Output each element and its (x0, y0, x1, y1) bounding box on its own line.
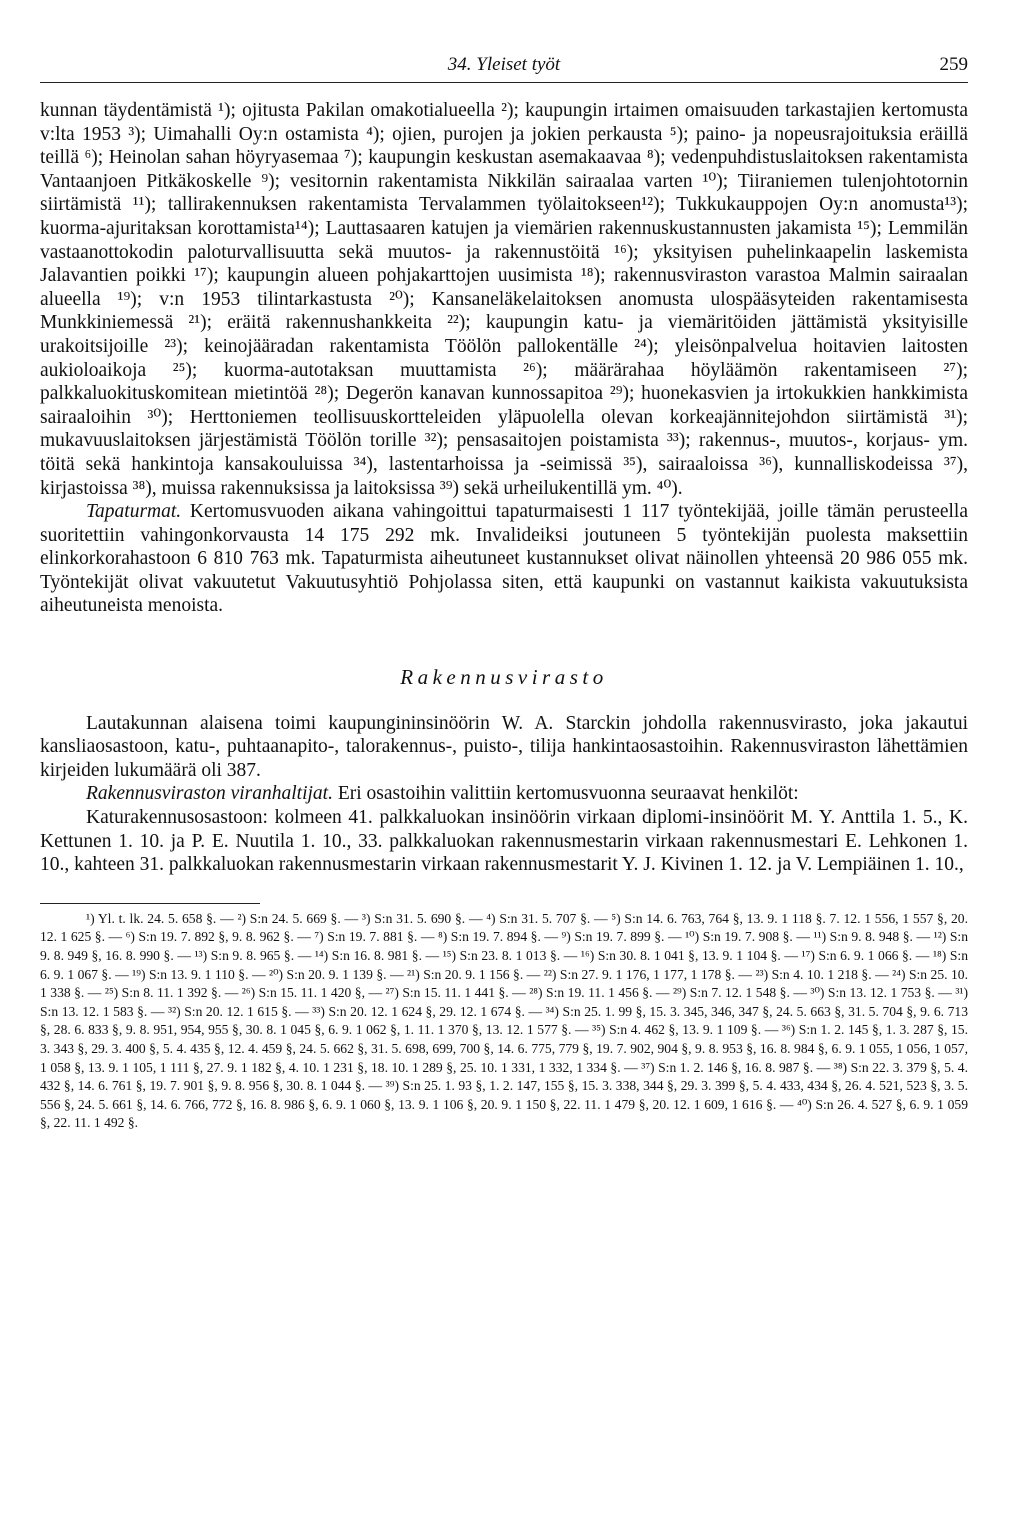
section-title: 34. Yleiset työt (447, 54, 561, 75)
paragraph-office: Lautakunnan alaisena toimi kaupungininsinöörin W. A. Starckin johdolla rakennusvirasto, joka jakautui kansliaosastoon, katu-, puhtaanapito-, talorakennus-, puisto-, tilija hankintaosastoihin. Rakennusviraston lähettämien kirjeiden lukumäärä oli 387. (40, 712, 968, 781)
paragraph-accidents (40, 500, 968, 618)
paragraph-street-dept: Katurakennusosastoon: kolmeen 41. palkkaluokan insinöörin virkaan diplomi-insinöörit M. Y. Anttila 1. 5., K. Kettunen 1. 10. ja P. E. Nuutila 1. 10., 33. palkkaluokan rakennusmestarin virkaan rakennusmestari E. Lehkonen 1. 10., kahteen 31. palkkaluokan rakennusmestarin virkaan rakennusmestarit Y. J. Kivinen 1. 12. ja V. Lempiäinen 1. 10., (40, 807, 968, 876)
run-in-heading-officials: Rakennusviraston viranhaltijat. (86, 783, 333, 805)
paragraph-decisions: kunnan täydentämistä ¹); ojitusta Pakilan omakotialueella ²); kaupungin irtaimen omaisuuden tarkastajien kertomusta v:lta 1953 ³); Uimahalli Oy:n ostamista ⁴); ojien, purojen ja jokien perkausta ⁵); paino- ja nopeusrajoituksia eräillä teillä ⁶); Heinolan sahan höyryasemaa ⁷); kaupungin keskustan asemakaavaa ⁸); vedenpuhdistuslaitoksen rakentamista Vantaanjoen Pitkäkoskelle ⁹); vesitornin rakentamista Nikkilän sairaalaa varten ¹⁰); Tiiraniemen tulenjohtotornin siirtämistä ¹¹); tallirakennuksen rakentamista Tervalammen työlaitokseen¹²); Tukkukauppojen Oy:n anomusta¹³); kuorma-ajuritaksan korottamista¹⁴); Lauttasaaren katujen ja viemärien rakennuskustannusten jakamista ¹⁵); Lemmilän vastaanottokodin paloturvallisuutta sekä muutos- ja rakennustöitä ¹⁶); yksityisen puhelinkaapelin laskemista Jalavantien poikki ¹⁷); kaupungin alueen pohjakarttojen uusimista ¹⁸); rakennusviraston varastoa Malmin sairaalan alueella ¹⁹); v:n 1953 tilintarkastusta ²⁰); Kansaneläkelaitoksen anomusta ulospääsyteiden rakentamisesta Munkkiniemessä ²¹); eräitä rakennushankkeita ²²); kaupungin katu- ja viemäritöiden jättämistä yksityisille urakoitsijoille ²³); keinojääradan rakentamista Töölön pallokentälle ²⁴); yleisönpalvelua hoitavien laitosten aukioloaikoja ²⁵); kuorma-autotaksan muuttamista ²⁶); määrärahaa höyläämön rakentamiseen ²⁷); palkkaluokituskomitean mietintöä ²⁸); Degerön kanavan kunnossapitoa ²⁹); huonekasvien ja irtokukkien hankkimista sairaaloihin ³⁰); Herttoniemen teollisuuskortteleiden yläpuolella olevan korkeajännitejohdon siirtämistä ³¹); mukavuuslaitoksen järjestämistä Töölön torille ³²); pensasaitojen poistamista ³³); rakennus-, muutos-, korjaus- ym. töitä sekä hankintoja kansakouluissa ³⁴), lastentarhoissa ja -seimissä ³⁵), sairaaloissa ³⁶), kunnalliskodeissa ³⁷), kirjastoissa ³⁸), muissa rakennuksissa ja laitoksissa ³⁹) sekä urheilukentillä ym. ⁴⁰). (40, 100, 968, 499)
section-heading: Rakennusvirasto (400, 665, 608, 690)
main-text (40, 99, 968, 877)
paragraph-officials (40, 782, 968, 806)
page-number: 259 (939, 54, 968, 75)
paragraph-accidents-text: Kertomusvuoden aikana vahingoittui tapaturmaisesti 1 117 työntekijää, joille tämän perusteella suoritettiin vahingonkorvausta 14 175 292 mk. Invalideiksi joutuneen 5 työntekijän puolesta maksettiin elinkorkorahastoon 6 810 763 mk. Tapaturmista aiheutuneet kustannukset olivat näinollen yhteensä 20 986 055 mk. Työntekijät olivat vakuutetut Vakuutusyhtiö Pohjolassa siten, että kaupunki on vastannut kaikista vakuutuksista aiheutuneista menoista. (40, 501, 968, 617)
paragraph-officials-text: Eri osastoihin valittiin kertomusvuonna seuraavat henkilöt: (332, 783, 799, 805)
footnote-rule (40, 903, 260, 904)
footnotes (40, 910, 968, 1133)
footnote-text: ¹) Yl. t. lk. 24. 5. 658 §. — ²) S:n 24. 5. 669 §. — ³) S:n 31. 5. 690 §. — ⁴) S:n 31. 5. 707 §. — ⁵) S:n 14. 6. 763, 764 §, 13. 9. 1 118 §. 7. 12. 1 556, 1 557 §, 20. 12. 1 625 §. — ⁶) S:n 19. 7. 892 §, 9. 8. 962 §. — ⁷) S:n 19. 7. 881 §. — ⁸) S:n 19. 7. 894 §. — ⁹) S:n 19. 7. 899 §. — ¹⁰) S:n 19. 7. 908 §. — ¹¹) S:n 9. 8. 948 §. — ¹²) S:n 9. 8. 949 §, 16. 8. 990 §. — ¹³) S:n 9. 8. 965 §. — ¹⁴) S:n 16. 8. 981 §. — ¹⁵) S:n 23. 8. 1 013 §. — ¹⁶) S:n 30. 8. 1 041 §, 13. 9. 1 104 §. — ¹⁷) S:n 6. 9. 1 066 §. — ¹⁸) S:n 6. 9. 1 067 §. — ¹⁹) S:n 13. 9. 1 110 §. — ²⁰) S:n 20. 9. 1 139 §. — ²¹) S:n 20. 9. 1 156 §. — ²²) S:n 27. 9. 1 176, 1 177, 1 178 §. — ²³) S:n 4. 10. 1 218 §. — ²⁴) S:n 25. 10. 1 338 §. — ²⁵) S:n 8. 11. 1 392 §. — ²⁶) S:n 15. 11. 1 420 §, — ²⁷) S:n 15. 11. 1 441 §. — ²⁸) S:n 19. 11. 1 456 §. — ²⁹) S:n 7. 12. 1 548 §. — ³⁰) S:n 13. 12. 1 753 §. — ³¹) S:n 13. 12. 1 583 §. — ³²) S:n 20. 12. 1 615 §. — ³³) S:n 20. 12. 1 624 §, 29. 12. 1 674 §. — ³⁴) S:n 25. 1. 99 §, 15. 3. 345, 346, 347 §, 24. 5. 663 §, 31. 5. 704 §, 9. 6. 713 §, 28. 6. 833 §, 9. 8. 951, 954, 955 §, 30. 8. 1 045 §, 6. 9. 1 062 §, 1. 11. 1 370 §, 13. 12. 1 577 §. — ³⁵) S:n 4. 462 §, 13. 9. 1 109 §. — ³⁶) S:n 1. 2. 145 §, 1. 3. 287 §, 15. 3. 343 §, 29. 3. 400 §, 5. 4. 435 §, 12. 4. 459 §, 24. 5. 662 §, 31. 5. 698, 699, 700 §, 14. 6. 775, 779 §, 19. 7. 902, 904 §, 9. 8. 953 §, 16. 8. 984 §, 6. 9. 1 055, 1 056, 1 057, 1 058 §, 13. 9. 1 105, 1 111 §, 27. 9. 1 182 §, 4. 10. 1 231 §, 18. 10. 1 289 §, 25. 10. 1 331, 1 332, 1 334 §. — ³⁷) S:n 1. 2. 146 §, 16. 8. 987 §. — ³⁸) S:n 22. 3. 379 §, 5. 4. 432 §, 14. 6. 761 §, 19. 7. 901 §, 9. 8. 956 §, 30. 8. 1 044 §. — ³⁹) S:n 25. 1. 93 §, 1. 2. 147, 155 §, 15. 3. 338, 344 §, 29. 3. 399 §, 5. 4. 433, 434 §, 26. 4. 521, 523 §, 3. 5. 556 §, 24. 5. 661 §, 14. 6. 766, 772 §, 16. 8. 986 §, 6. 9. 1 060 §, 13. 9. 1 106 §, 20. 9. 1 150 §, 22. 11. 1 479 §, 20. 12. 1 609, 1 616 §. — ⁴⁰) S:n 26. 4. 527 §, 6. 9. 1 059 §, 22. 11. 1 492 §. (40, 910, 968, 1131)
running-header (40, 52, 968, 83)
document-page (40, 52, 968, 1133)
run-in-heading-accidents: Tapaturmat. (86, 501, 182, 523)
